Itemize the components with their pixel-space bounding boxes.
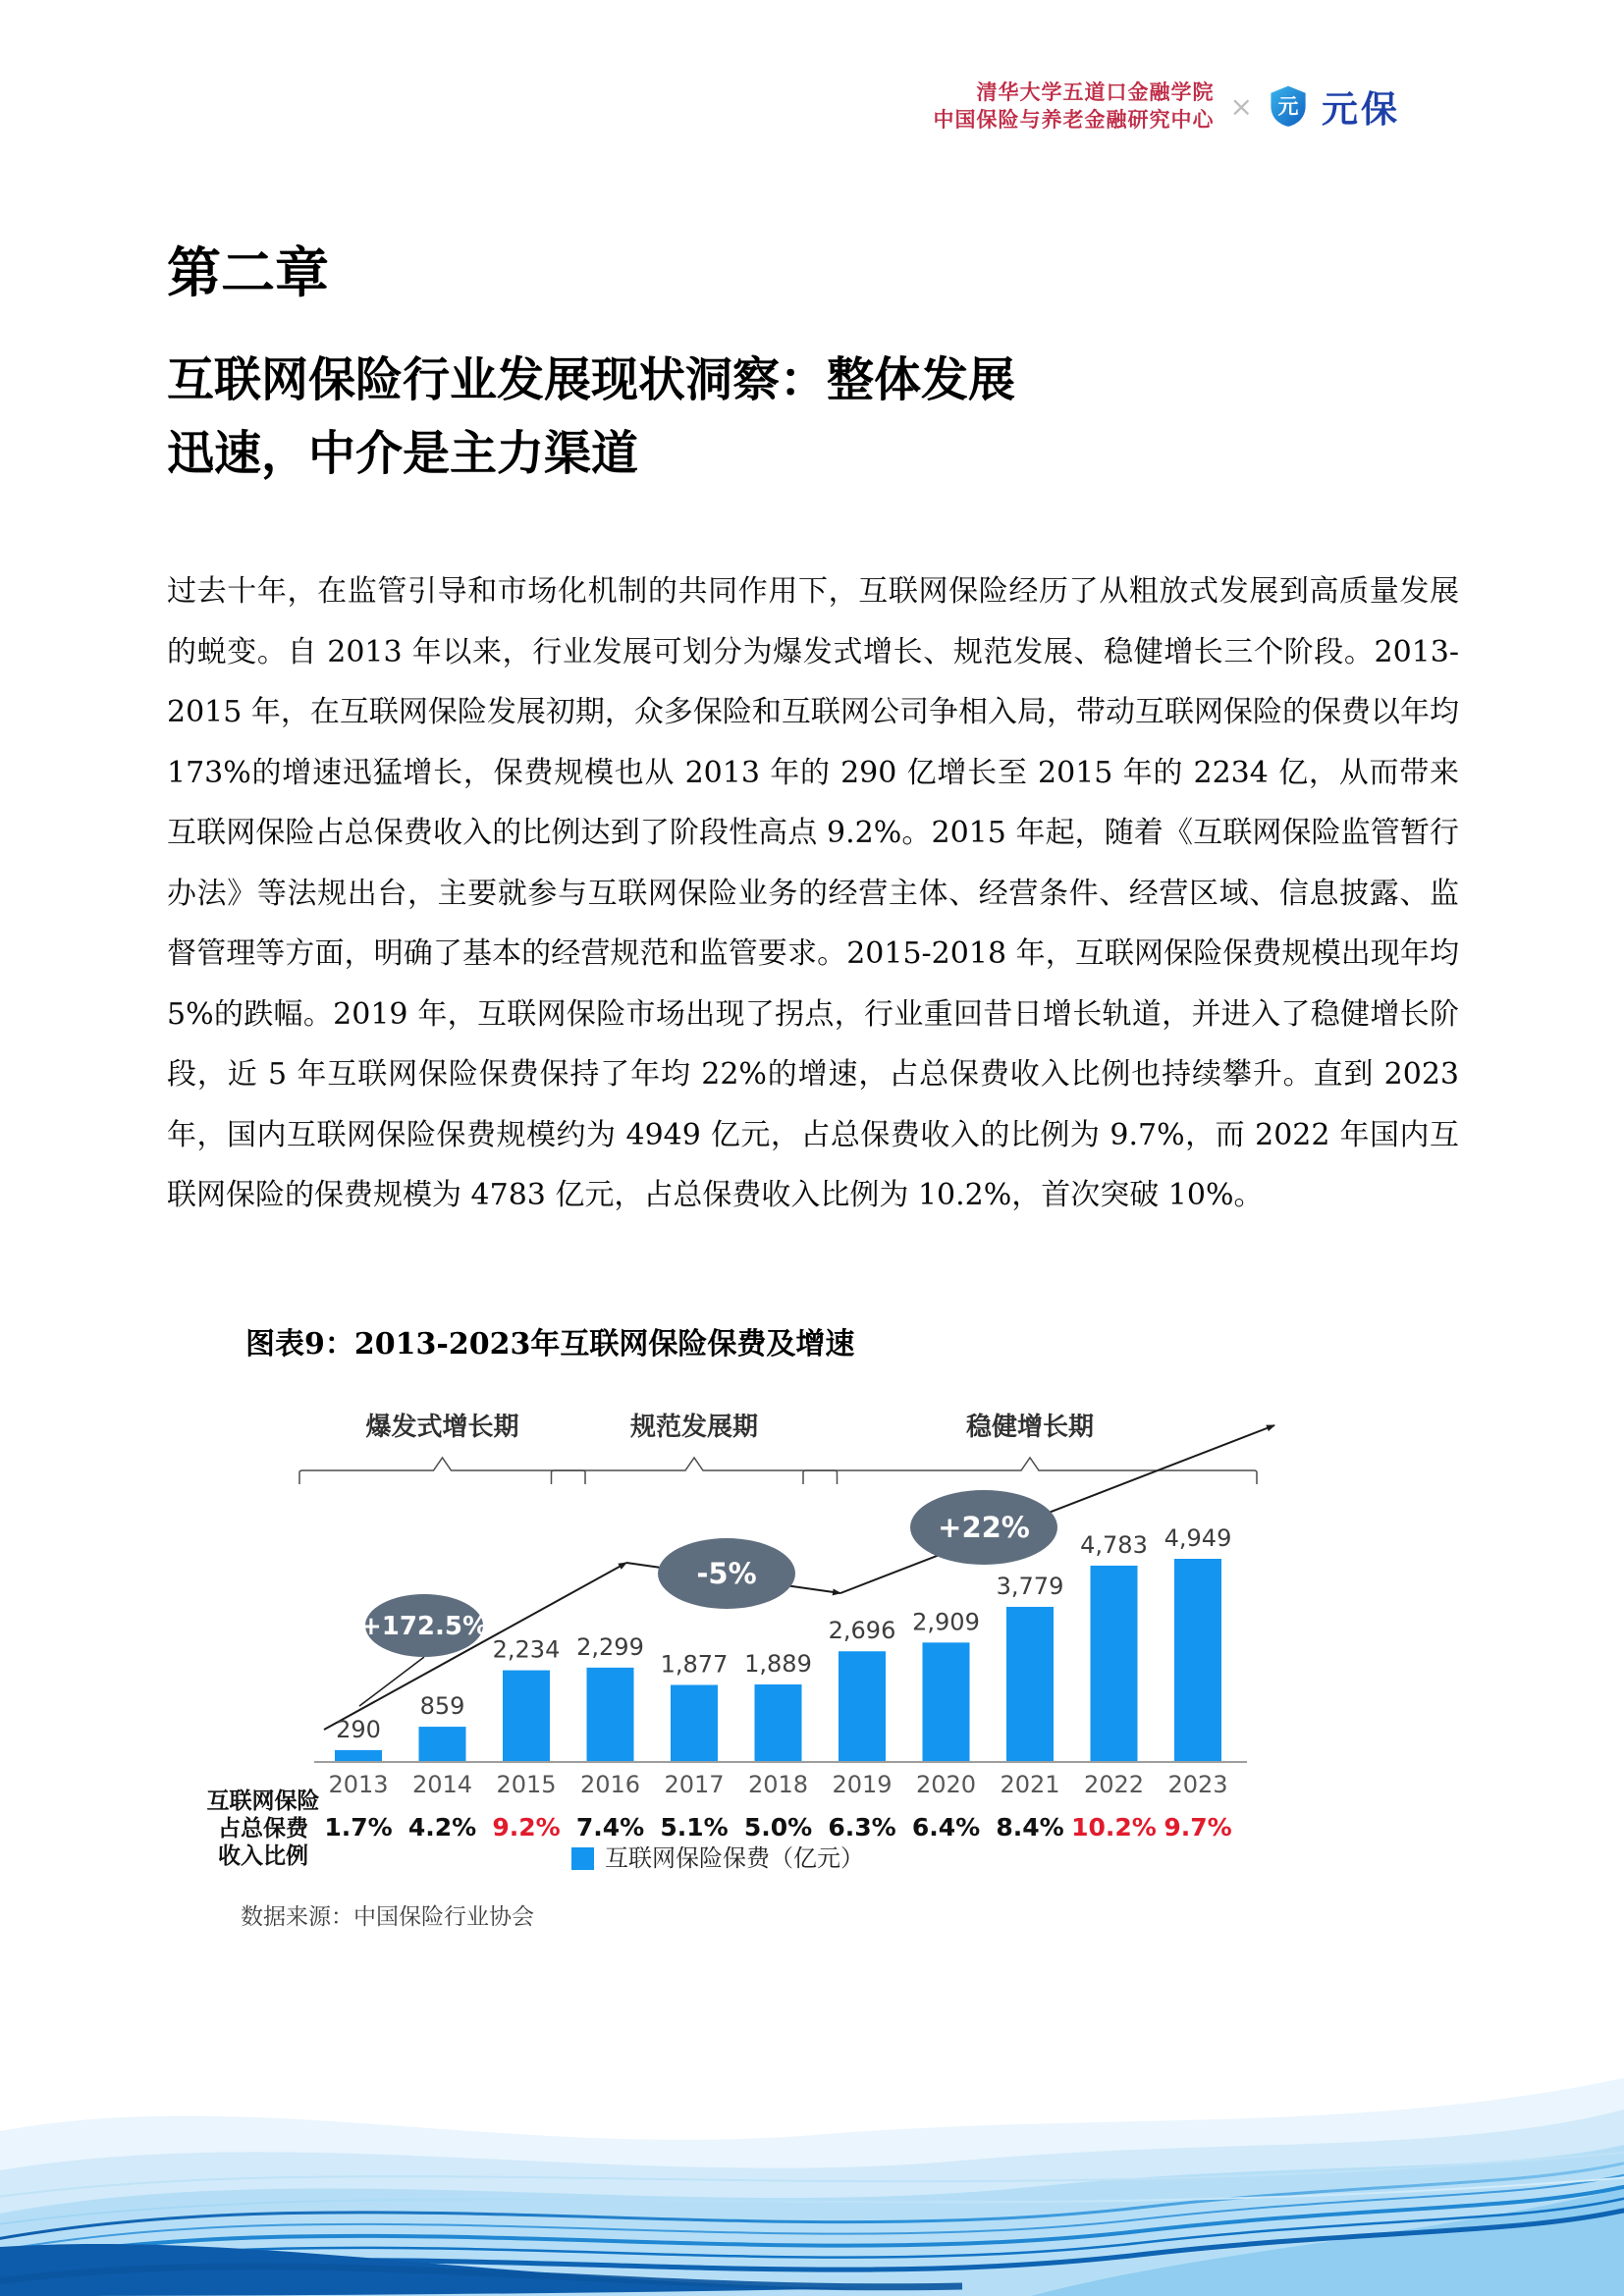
- premium-growth-chart: [177, 1394, 1316, 1890]
- year-label-2018: 2018: [747, 1771, 809, 1798]
- page-header: [934, 79, 1400, 133]
- year-label-2023: 2023: [1167, 1771, 1228, 1798]
- footer-wave-decoration: [0, 2041, 1624, 2296]
- share-value-2021: 8.4%: [996, 1813, 1064, 1842]
- share-value-2022: 10.2%: [1071, 1813, 1157, 1842]
- phase-label-1: 规范发展期: [629, 1413, 759, 1442]
- bar-2015: [503, 1671, 550, 1762]
- share-row-label-line-0: 互联网保险: [206, 1788, 320, 1814]
- bar-2022: [1091, 1566, 1138, 1762]
- bar-value-2018: 1,889: [744, 1649, 812, 1678]
- chart-legend: [571, 1844, 864, 1872]
- share-value-2016: 7.4%: [575, 1813, 645, 1842]
- year-label-2016: 2016: [579, 1771, 641, 1798]
- bar-2018: [755, 1684, 802, 1762]
- year-label-2014: 2014: [411, 1771, 473, 1798]
- svg-text:元: 元: [1277, 93, 1299, 119]
- share-value-2018: 5.0%: [743, 1813, 813, 1842]
- bar-value-2013: 290: [336, 1715, 381, 1743]
- year-label-2017: 2017: [664, 1771, 725, 1798]
- bar-value-2014: 859: [419, 1692, 465, 1721]
- share-value-2020: 6.4%: [911, 1813, 981, 1842]
- yuanbao-shield-icon: [1269, 84, 1308, 128]
- bar-value-2020: 2,909: [912, 1608, 980, 1636]
- institute-line-1: 清华大学五道口金融学院: [976, 80, 1215, 104]
- year-label-2013: 2013: [328, 1771, 389, 1798]
- bar-value-2017: 1,877: [660, 1650, 729, 1679]
- bar-value-2023: 4,949: [1164, 1524, 1232, 1552]
- bar-value-2016: 2,299: [576, 1632, 644, 1661]
- bar-2019: [839, 1651, 886, 1762]
- share-value-2013: 1.7%: [324, 1813, 393, 1842]
- year-label-2015: 2015: [496, 1771, 557, 1798]
- data-source: 数据来源：中国保险行业协会: [241, 1904, 534, 1930]
- bar-value-2015: 2,234: [492, 1635, 561, 1664]
- phase-label-0: 爆发式增长期: [365, 1413, 519, 1442]
- legend-label: 互联网保险保费（亿元）: [605, 1844, 864, 1872]
- legend-swatch: [571, 1847, 594, 1870]
- bar-2016: [587, 1668, 634, 1762]
- institute-name: [934, 79, 1215, 133]
- chapter-label: 第二章: [167, 240, 330, 304]
- phase-group: [299, 1412, 1257, 1484]
- body-paragraph: 过去十年，在监管引导和市场化机制的共同作用下，互联网保险经历了从粗放式发展到高质量发展的蜕变。自 2013 年以来，行业发展可划分为爆发式增长、规范发展、稳健增长三个阶段。2013-2015 年，在互联网保险发展初期，众多保险和互联网公司争相入局，带动互联网保险的保费以年均 173%的增速迅猛增长，保费规模也从 2013 年的 290 亿增长至 2015 年的 2234 亿，从而带来互联网保险占总保费收入的比例达到了阶段性高点 9.2%。2015 年起，随着《互联网保险监管暂行办法》等法规出台，主要就参与互联网保险业务的经营主体、经营条件、经营区域、信息披露、监督管理等方面，明确了基本的经营规范和监管要求。2015-2018 年，互联网保险保费规模出现年均 5%的跌幅。2019 年，互联网保险市场出现了拐点，行业重回昔日增长轨道，并进入了稳健增长阶段，近 5 年互联网保险保费保持了年均 22%的增速，占总保费收入比例也持续攀升。直到 2023 年，国内互联网保险保费规模约为 4949 亿元，占总保费收入的比例为 9.7%，而 2022 年国内互联网保险的保费规模为 4783 亿元，占总保费收入比例为 10.2%，首次突破 10%。: [167, 574, 1459, 1212]
- bar-2013: [335, 1750, 382, 1762]
- bar-2023: [1174, 1559, 1221, 1762]
- year-label-2021: 2021: [1000, 1771, 1060, 1798]
- phase-bracket-0: [299, 1458, 585, 1484]
- share-value-2014: 4.2%: [407, 1813, 477, 1842]
- share-row-label-line-2: 收入比例: [218, 1842, 308, 1869]
- growth-badge-label-2: +22%: [938, 1511, 1030, 1545]
- share-row-label-line-1: 占总保费: [218, 1815, 308, 1842]
- institute-line-2: 中国保险与养老金融研究中心: [933, 107, 1215, 132]
- figure-caption: 图表9：2013-2023年互联网保险保费及增速: [245, 1327, 855, 1362]
- growth-badge-label-0: +172.5%: [359, 1612, 489, 1642]
- chapter-title-line-2: 迅速，中介是主力渠道: [167, 426, 639, 481]
- year-labels: [328, 1771, 1227, 1798]
- bar-value-2019: 2,696: [828, 1617, 896, 1645]
- share-value-2015: 9.2%: [492, 1813, 561, 1842]
- chapter-title: [167, 344, 1015, 491]
- phase-bracket-1: [552, 1458, 838, 1484]
- year-label-2020: 2020: [915, 1771, 977, 1798]
- phase-label-2: 稳健增长期: [965, 1413, 1095, 1442]
- phase-bracket-2: [803, 1458, 1257, 1484]
- share-value-2023: 9.7%: [1164, 1813, 1232, 1842]
- bar-2017: [671, 1684, 718, 1762]
- bar-value-2021: 3,779: [996, 1572, 1064, 1600]
- collab-x-separator: ×: [1229, 89, 1253, 123]
- bar-value-2022: 4,783: [1080, 1530, 1148, 1559]
- chapter-title-line-1: 互联网保险行业发展现状洞察：整体发展: [167, 352, 1016, 407]
- bar-2021: [1006, 1607, 1054, 1762]
- bar-2020: [923, 1642, 970, 1762]
- yuanbao-brand-name: 元保: [1322, 87, 1400, 131]
- year-label-2019: 2019: [832, 1771, 893, 1798]
- badge-connector-line: [359, 1657, 424, 1706]
- share-value-2017: 5.1%: [660, 1813, 729, 1842]
- year-label-2022: 2022: [1083, 1771, 1145, 1798]
- bar-2014: [419, 1727, 466, 1762]
- growth-badge-label-1: -5%: [696, 1557, 757, 1591]
- share-value-2019: 6.3%: [828, 1813, 896, 1842]
